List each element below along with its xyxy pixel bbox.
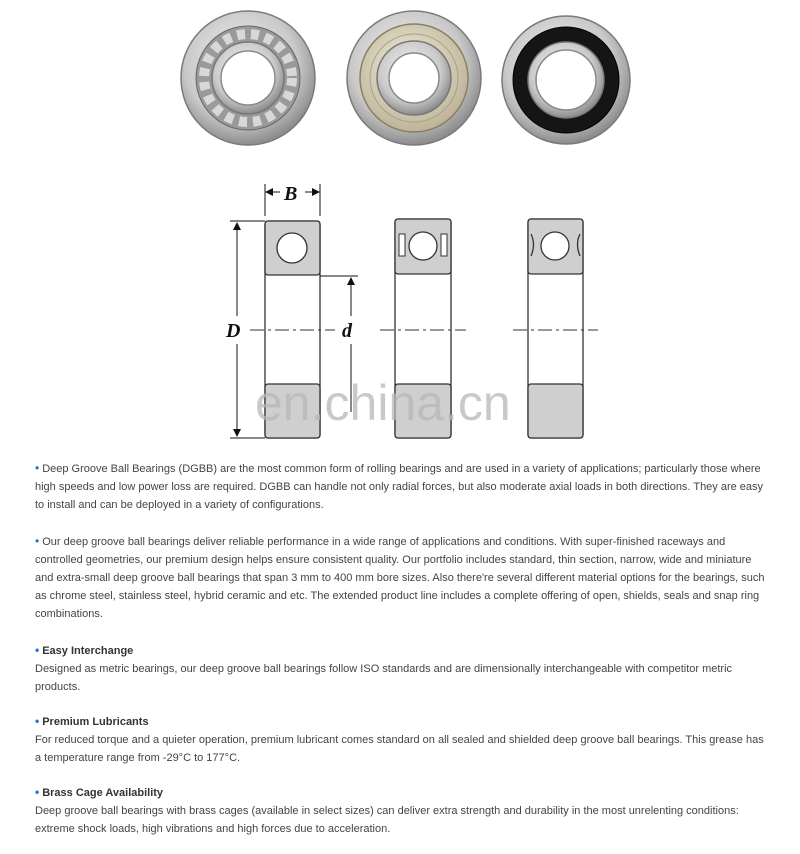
open-bearing-photo <box>181 11 315 145</box>
bullet-icon: • <box>35 643 40 657</box>
sealed-bearing-section <box>513 219 598 438</box>
intro-paragraph-1: • Deep Groove Ball Bearings (DGBB) are the most common form of rolling bearings and are used in a variety of applications; particularly those where high speeds and low power loss are required. DGBB can handle not only radial forces, but also moderate axial loads in both directions. They are easy to install and can be deployed in a variety of configurations. <box>35 461 764 511</box>
dimension-label-bore-d: d <box>342 320 352 342</box>
watermark-text: en.china.cn <box>255 375 511 431</box>
section-title: Easy Interchange <box>42 645 134 657</box>
bullet-icon: • <box>35 461 40 475</box>
bullet-icon: • <box>35 714 40 728</box>
bearing-photos <box>0 0 800 160</box>
section-body: Deep groove ball bearings with brass cages (available in select sizes) can deliver extra strength and durability in the most unrelenting conditions: extreme shock loads, high vibrations and high forces due to acceleration. <box>35 805 739 835</box>
section-brass-cage <box>35 783 770 838</box>
sealed-bearing-photo <box>502 16 630 144</box>
section-body: For reduced torque and a quieter operation, premium lubricant comes standard on all sealed and shielded deep groove ball bearings. This grease has a temperature range from -29°C to 177°C. <box>35 734 764 764</box>
section-body: Designed as metric bearings, our deep groove ball bearings follow ISO standards and are dimensionally interchangeable with competitor metric products. <box>35 663 733 693</box>
bullet-icon: • <box>35 534 40 548</box>
section-easy-interchange <box>35 641 770 696</box>
dimension-label-b: B <box>284 183 298 205</box>
bullet-icon: • <box>35 785 40 799</box>
bearing-cross-section-drawing <box>0 170 800 450</box>
section-premium-lubricants <box>35 712 770 767</box>
dimension-label-outer-d: D <box>226 320 241 342</box>
shielded-bearing-photo <box>347 11 481 145</box>
product-description <box>35 459 770 854</box>
section-title: Brass Cage Availability <box>42 787 164 799</box>
intro-paragraph-2: • Our deep groove ball bearings deliver reliable performance in a wide range of applications and conditions. With super-finished raceways and controlled geometries, our premium design helps ensure consistent quality. Our portfolio includes standard, thin section, narrow, wide and miniature and extra-small deep groove ball bearings that span 3 mm to 400 mm bore sizes. Also there're several different material options for the bearings, such as chrome steel, stainless steel, hybrid ceramic and etc. The extended product line includes a complete offering of open, shields, seals and snap ring combinations. <box>35 534 765 620</box>
section-title: Premium Lubricants <box>42 716 149 728</box>
